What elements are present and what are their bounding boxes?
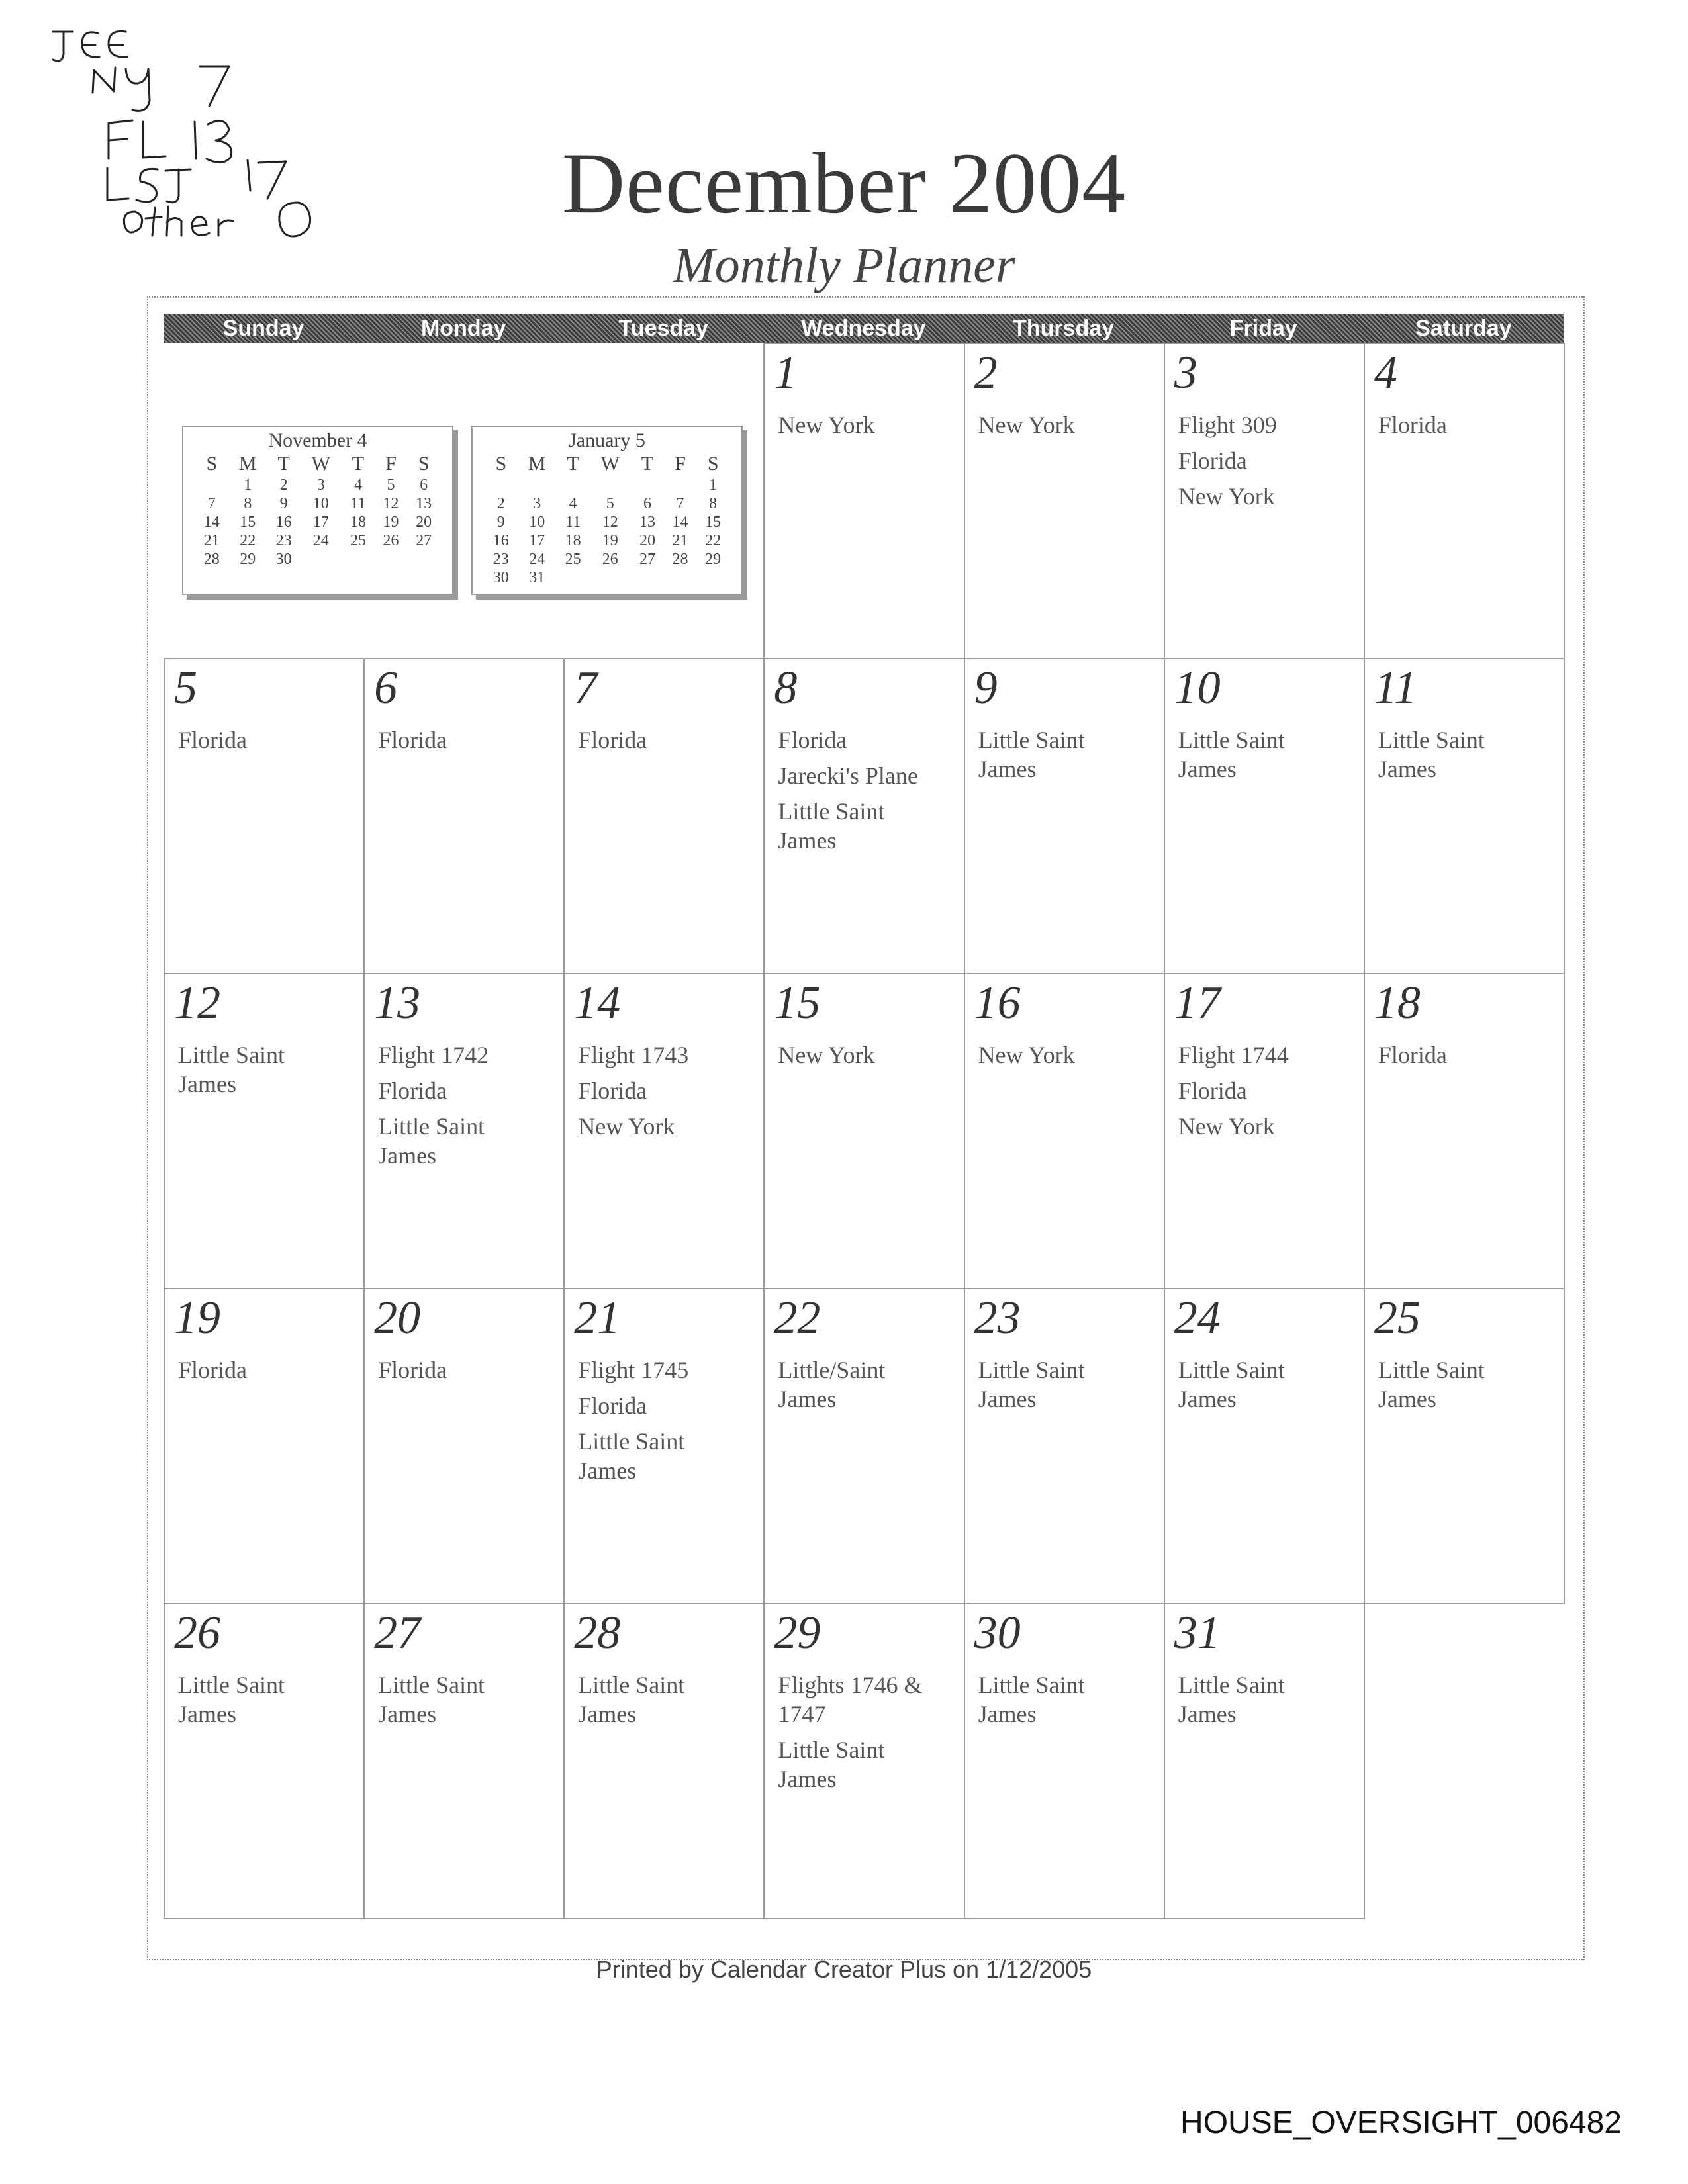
mini-calendar-date: 10: [312, 494, 329, 512]
weekday-monday: Monday: [420, 316, 506, 341]
day-event: New York: [778, 412, 875, 438]
mini-calendar-date: 15: [705, 513, 722, 531]
day-number: 14: [574, 978, 621, 1028]
mini-calendar-date: 6: [420, 476, 428, 494]
day-number: 2: [974, 347, 998, 398]
day-events: [178, 725, 354, 761]
weekday-saturday: Saturday: [1415, 316, 1512, 341]
day-number: 18: [1374, 978, 1421, 1028]
mini-calendar-date: 11: [350, 494, 366, 512]
day-event: Little Saint James: [778, 798, 885, 854]
day-events: [578, 1355, 754, 1492]
day-event: New York: [978, 412, 1075, 438]
day-number: 1: [774, 347, 798, 398]
day-cell: [1164, 658, 1365, 974]
mini-calendar-date: [557, 476, 590, 494]
weekday-friday: Friday: [1229, 316, 1297, 341]
day-cell: [1364, 343, 1565, 659]
mini-calendar-date: 8: [709, 494, 718, 512]
day-number: 20: [374, 1293, 421, 1343]
day-cell: [964, 343, 1165, 659]
mini-calendar-date: 19: [602, 531, 618, 549]
day-number: 19: [174, 1293, 220, 1343]
day-events: [1378, 1040, 1554, 1076]
day-events: [978, 725, 1154, 790]
day-number: 10: [1174, 662, 1221, 713]
mini-calendar-dow: W: [311, 453, 330, 475]
mini-calendar-date: 29: [240, 550, 256, 568]
mini-calendar-date: 11: [565, 513, 581, 531]
mini-calendar-date: [375, 550, 408, 569]
mini-calendar-date: [557, 569, 590, 587]
day-number: 15: [774, 978, 821, 1028]
mini-calendar: [182, 426, 453, 595]
day-events: [1178, 1355, 1354, 1420]
day-number: 24: [1174, 1293, 1221, 1343]
day-events: [578, 1040, 754, 1148]
mini-calendar-dow: S: [418, 453, 430, 475]
mini-calendar-date: 12: [602, 513, 618, 531]
day-event: Little Saint James: [978, 1672, 1085, 1727]
mini-calendar-date: [664, 476, 697, 494]
day-number: 31: [1174, 1608, 1221, 1659]
mini-calendar-date: 14: [672, 513, 688, 531]
day-cell: [563, 1603, 765, 1919]
mini-calendar-date: 6: [643, 494, 651, 512]
mini-calendar-date: 25: [565, 550, 581, 568]
page-subtitle: Monthly Planner: [673, 238, 1015, 293]
day-event: Little Saint James: [978, 1357, 1085, 1412]
day-events: [178, 1040, 354, 1105]
day-events: [778, 1670, 954, 1800]
mini-calendar-date: 27: [416, 531, 432, 549]
mini-calendar-date: [631, 476, 664, 494]
day-number: 22: [774, 1293, 821, 1343]
page-title: December 2004: [561, 134, 1127, 232]
day-event: New York: [1178, 1113, 1275, 1140]
mini-calendar-date: 28: [203, 550, 220, 568]
mini-calendar-dow: S: [206, 453, 218, 475]
mini-calendar-date: 7: [676, 494, 684, 512]
day-cell: [563, 973, 765, 1289]
day-event: Little Saint James: [578, 1672, 685, 1727]
mini-calendar-date: 23: [275, 531, 292, 549]
mini-calendar-dow: T: [641, 453, 654, 475]
day-event: Little/Saint James: [778, 1357, 886, 1412]
day-event: Little Saint James: [778, 1737, 885, 1792]
mini-calendar-dow: T: [277, 453, 290, 475]
mini-calendar-date: 31: [529, 569, 545, 586]
weekday-tuesday: Tuesday: [618, 316, 709, 341]
day-event: Little Saint James: [1178, 1672, 1285, 1727]
mini-calendar-date: 26: [383, 531, 399, 549]
day-events: [1378, 725, 1554, 790]
day-number: 5: [174, 662, 197, 713]
bates-number: HOUSE_OVERSIGHT_006482: [1180, 2105, 1622, 2140]
mini-calendar-date: 21: [672, 531, 688, 549]
mini-calendar-date: 1: [709, 476, 718, 494]
mini-calendar-date: [696, 569, 729, 587]
day-event: Little Saint James: [378, 1672, 485, 1727]
day-number: 28: [574, 1608, 621, 1659]
day-cell: [164, 658, 365, 974]
mini-calendar-date: 30: [492, 569, 509, 586]
mini-calendar-date: 15: [240, 513, 256, 531]
day-events: [1378, 1355, 1554, 1420]
day-event: Flight 1743: [578, 1042, 689, 1068]
day-number: 30: [974, 1608, 1021, 1659]
mini-calendar-date: 13: [416, 494, 432, 512]
day-events: [1178, 725, 1354, 790]
mini-calendar-date: 12: [383, 494, 399, 512]
day-cell: [763, 343, 964, 659]
day-cell: [1164, 343, 1365, 659]
day-event: Little Saint James: [978, 727, 1085, 782]
mini-calendar-date: [631, 569, 664, 587]
mini-calendar-date: 2: [496, 494, 505, 512]
day-number: 29: [774, 1608, 821, 1659]
day-events: [178, 1670, 354, 1735]
day-number: 6: [374, 662, 398, 713]
mini-calendar-date: [342, 550, 375, 569]
day-event: Florida: [378, 1077, 447, 1104]
mini-calendar-table: [195, 452, 440, 569]
mini-calendar-table: [485, 452, 729, 587]
day-number: 17: [1174, 978, 1221, 1028]
mini-calendar-dow: W: [600, 453, 620, 475]
day-event: Florida: [378, 727, 447, 753]
day-events: [378, 1670, 554, 1735]
mini-calendar-dow: S: [707, 453, 719, 475]
day-event: Florida: [1178, 447, 1247, 474]
day-cell: [1364, 1288, 1565, 1604]
day-cell: [1164, 1603, 1365, 1919]
mini-calendar-date: 13: [639, 513, 655, 531]
day-cell: [563, 658, 765, 974]
day-event: Little Saint James: [378, 1113, 485, 1169]
day-cell: [763, 658, 964, 974]
mini-calendar-date: 1: [244, 476, 252, 494]
day-events: [1178, 410, 1354, 518]
day-cell: [763, 973, 964, 1289]
day-events: [378, 1355, 554, 1391]
mini-calendar-date: 3: [533, 494, 541, 512]
day-events: [578, 1670, 754, 1735]
mini-calendar-date: 16: [275, 513, 292, 531]
day-cell: [363, 1288, 565, 1604]
mini-calendar-dow: T: [352, 453, 365, 475]
mini-calendar-date: 16: [492, 531, 509, 549]
day-event: Florida: [1378, 1042, 1447, 1068]
day-cell: [1164, 973, 1365, 1289]
day-event: New York: [978, 1042, 1075, 1068]
month-grid: [164, 343, 1564, 1918]
day-events: [578, 725, 754, 761]
day-event: Little Saint James: [1178, 727, 1285, 782]
day-event: New York: [1178, 483, 1275, 510]
day-event: New York: [578, 1113, 675, 1140]
day-cell: [964, 973, 1165, 1289]
day-event: Little Saint James: [178, 1042, 285, 1097]
mini-calendar-date: [407, 550, 440, 569]
mini-calendar-date: [485, 476, 518, 494]
mini-calendar-date: 20: [416, 513, 432, 531]
mini-calendar-date: 20: [639, 531, 655, 549]
day-events: [778, 410, 954, 446]
mini-calendar-dow: F: [675, 453, 686, 475]
mini-calendar-date: [664, 569, 697, 587]
day-events: [778, 1355, 954, 1420]
mini-calendar-title: November 4: [268, 430, 367, 451]
mini-calendar-date: 24: [529, 550, 545, 568]
mini-calendar-date: 26: [602, 550, 618, 568]
day-cell: [563, 1288, 765, 1604]
mini-calendar-dow: M: [528, 453, 546, 475]
mini-calendar-date: 4: [569, 494, 577, 512]
day-events: [778, 1040, 954, 1076]
mini-calendar-date: 19: [383, 513, 399, 531]
day-number: 11: [1374, 662, 1417, 713]
weekday-sunday: Sunday: [222, 316, 305, 341]
day-cell: [164, 973, 365, 1289]
day-cell: [964, 1288, 1165, 1604]
day-event: Flight 1742: [378, 1042, 489, 1068]
day-events: [978, 1040, 1154, 1076]
day-event: Flight 1745: [578, 1357, 689, 1383]
day-cell: [1364, 973, 1565, 1289]
day-cell: [964, 1603, 1165, 1919]
mini-calendar-date: 22: [240, 531, 256, 549]
day-events: [978, 410, 1154, 446]
day-number: 7: [574, 662, 598, 713]
day-number: 13: [374, 978, 421, 1028]
mini-calendar-date: [589, 476, 631, 494]
day-number: 12: [174, 978, 220, 1028]
mini-calendar-date: [195, 476, 228, 494]
day-events: [1178, 1670, 1354, 1735]
day-number: 25: [1374, 1293, 1421, 1343]
mini-calendar-dow: T: [567, 453, 579, 475]
mini-calendar-date: 29: [705, 550, 722, 568]
mini-calendar-date: 8: [244, 494, 252, 512]
day-cell: [363, 1603, 565, 1919]
day-event: New York: [778, 1042, 875, 1068]
day-cell: [164, 1288, 365, 1604]
day-event: Florida: [178, 1357, 247, 1383]
mini-calendar-date: 30: [275, 550, 292, 568]
day-event: Florida: [578, 1077, 647, 1104]
day-events: [378, 1040, 554, 1177]
day-cell: [363, 658, 565, 974]
mini-calendar-date: 4: [353, 476, 362, 494]
mini-calendar-date: 5: [606, 494, 614, 512]
mini-calendar-dow: F: [385, 453, 397, 475]
day-cell: [164, 1603, 365, 1919]
day-events: [978, 1355, 1154, 1420]
day-event: Little Saint James: [1378, 1357, 1485, 1412]
day-cell: [964, 658, 1165, 974]
mini-calendar-date: [300, 550, 342, 569]
day-event: Flight 1744: [1178, 1042, 1289, 1068]
day-cell: [1364, 658, 1565, 974]
mini-calendar-date: 9: [279, 494, 288, 512]
day-number: 23: [974, 1293, 1021, 1343]
day-number: 3: [1174, 347, 1197, 398]
day-events: [378, 725, 554, 761]
weekday-wednesday: Wednesday: [801, 316, 926, 341]
day-number: 21: [574, 1293, 621, 1343]
day-number: 9: [974, 662, 998, 713]
mini-calendar-dow: M: [238, 453, 257, 475]
day-events: [1178, 1040, 1354, 1148]
day-events: [178, 1355, 354, 1391]
day-event: Florida: [178, 727, 247, 753]
day-cell: [763, 1288, 964, 1604]
day-cell: [763, 1603, 964, 1919]
day-event: Florida: [1378, 412, 1447, 438]
mini-calendar-date: 5: [387, 476, 395, 494]
day-number: 16: [974, 978, 1021, 1028]
day-event: Little Saint James: [578, 1428, 685, 1484]
mini-calendar-dow: S: [495, 453, 507, 475]
day-cell: [363, 973, 565, 1289]
mini-calendar-date: 28: [672, 550, 688, 568]
day-event: Flights 1746 & 1747: [778, 1672, 923, 1727]
mini-calendar-date: 23: [492, 550, 509, 568]
mini-calendar-date: 17: [312, 513, 329, 531]
day-events: [978, 1670, 1154, 1735]
mini-calendar-title: January 5: [569, 430, 645, 451]
mini-calendar-date: 14: [203, 513, 220, 531]
mini-calendar-date: 18: [350, 513, 366, 531]
day-events: [778, 725, 954, 862]
day-cell: [1164, 1288, 1365, 1604]
mini-calendar-date: 24: [312, 531, 329, 549]
day-event: Little Saint James: [1178, 1357, 1285, 1412]
mini-calendar: [471, 426, 743, 595]
day-event: Flight 309: [1178, 412, 1277, 438]
day-event: Little Saint James: [1378, 727, 1485, 782]
mini-calendar-date: 2: [279, 476, 288, 494]
day-number: 4: [1374, 347, 1397, 398]
mini-calendar-date: 27: [639, 550, 655, 568]
day-event: Florida: [378, 1357, 447, 1383]
day-event: Florida: [578, 727, 647, 753]
mini-calendar-date: 22: [705, 531, 722, 549]
mini-calendar-date: 7: [207, 494, 216, 512]
day-event: Jarecki's Plane: [778, 762, 918, 789]
day-number: 27: [374, 1608, 421, 1659]
mini-calendar-date: [589, 569, 631, 587]
mini-calendar-date: 25: [350, 531, 366, 549]
day-number: 8: [774, 662, 798, 713]
weekday-thursday: Thursday: [1013, 316, 1115, 341]
day-events: [1378, 410, 1554, 446]
day-number: 26: [174, 1608, 220, 1659]
printed-by-footer: Printed by Calendar Creator Plus on 1/12/2005: [596, 1956, 1092, 1983]
mini-calendar-date: 10: [529, 513, 545, 531]
day-event: Florida: [578, 1392, 647, 1419]
day-event: Florida: [778, 727, 847, 753]
mini-calendar-date: [518, 476, 557, 494]
mini-calendar-date: 21: [203, 531, 220, 549]
mini-calendar-date: 18: [565, 531, 581, 549]
day-event: Little Saint James: [178, 1672, 285, 1727]
mini-calendar-date: 17: [529, 531, 545, 549]
day-event: Florida: [1178, 1077, 1247, 1104]
mini-calendar-date: 9: [496, 513, 505, 531]
weekday-header: [164, 314, 1564, 343]
mini-calendar-date: 3: [316, 476, 325, 494]
